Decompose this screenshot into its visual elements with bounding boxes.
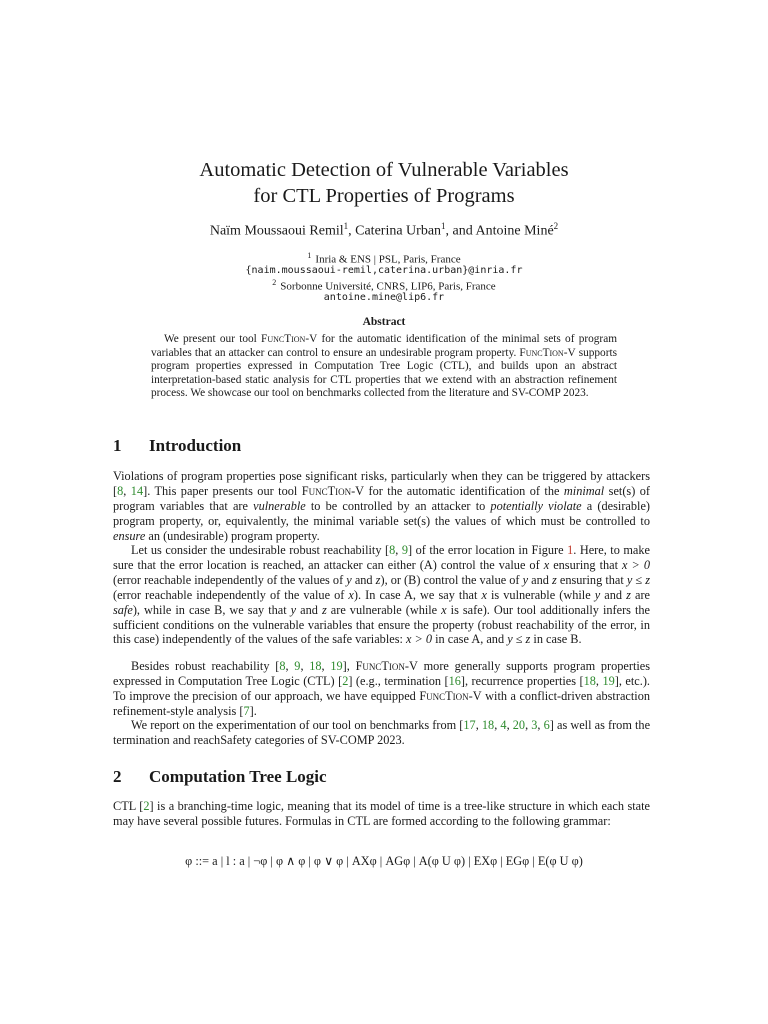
paper-title-line-2: for CTL Properties of Programs [253, 185, 515, 207]
abstract-text: We present our tool [164, 333, 262, 345]
math-var: z [321, 602, 327, 617]
intro-paragraph-3 [113, 659, 650, 719]
tool-name: FuncTion-V [261, 333, 318, 345]
math: x > 0 [405, 632, 433, 647]
abstract-text: for the automatic identification of the minimal sets of program variables that an attacker can control to ensure an undesirable program property. [151, 333, 617, 359]
author-name: Antoine Miné [475, 223, 554, 239]
math-var: x [543, 557, 550, 572]
citation-link[interactable]: 6 [543, 718, 550, 732]
math-var: y [290, 602, 297, 617]
text: set(s) of program variables that are [113, 483, 650, 513]
math: y ≤ z [507, 632, 531, 647]
citation-link[interactable]: 9 [294, 659, 301, 673]
section-heading-ctl [113, 767, 327, 787]
citation-link[interactable]: 19 [602, 673, 615, 688]
citation-link[interactable]: 9 [401, 543, 409, 557]
math-var: z [626, 587, 631, 602]
text: , [595, 673, 603, 688]
text: for the automatic identification of the [364, 483, 564, 498]
text: Besides robust reachability [ [131, 659, 280, 673]
text: ensuring that [549, 557, 623, 572]
text: is vulnerable (while [486, 587, 595, 602]
author-affil-mark: 1 [441, 221, 446, 231]
figure-link[interactable]: 1 [567, 543, 574, 557]
author-affil-mark: 2 [553, 221, 559, 231]
text: Violations of program properties pose significant risks, particularly when they can be triggered by attackers [ [113, 469, 650, 498]
section-number: 2 [113, 767, 122, 786]
citation-link[interactable]: 2 [342, 673, 349, 688]
text: a (desirable) program property, or, equivalently, the minimal variable set(s) the values of which must be controlled to [113, 498, 650, 528]
text: ). In case A, we say that [353, 587, 482, 602]
math-var: z [375, 572, 381, 587]
text: , [395, 543, 402, 557]
text: and [600, 587, 627, 602]
math-var: y [594, 587, 601, 602]
citation-link[interactable]: 16 [448, 673, 461, 688]
tool-name: FuncTion-V [301, 483, 365, 498]
text: and [296, 602, 322, 617]
citation-link[interactable]: 20 [512, 718, 526, 732]
affiliation-text: Inria & ENS | PSL, Paris, France [315, 253, 461, 266]
emphasis: safe [113, 602, 133, 617]
math: x > 0 [622, 557, 650, 572]
tool-name: FuncTion-V [355, 659, 418, 673]
email-2: antoine.mine@lip6.fr [323, 292, 445, 303]
text: more generally supports program properties expressed in Computation Tree Logic (CTL) [ [113, 659, 651, 688]
ctl-paragraph-1 [113, 799, 650, 829]
text: , [285, 659, 295, 673]
text: in case A, and [432, 632, 508, 647]
text: , [123, 483, 131, 498]
citation-link[interactable]: 8 [279, 659, 286, 673]
author-affil-mark: 1 [343, 221, 349, 231]
citation-link[interactable]: 14 [130, 483, 144, 498]
math: y ≤ z [626, 572, 651, 587]
text: ), or (B) control the value of [380, 572, 523, 587]
text: ensuring that [556, 572, 627, 587]
text: , [525, 718, 532, 732]
text: is safe). Our tool additionally infers the sufficient conditions on the vulnerable variables that ensure the property (robust reachability of the error, in this case) independently of the values of the safe variables: [113, 602, 650, 647]
text: ] is a branching-time logic, meaning that its model of time is a tree-like structure in which each state may have several possible futures. Formulas in CTL are formed according to the following grammar: [113, 799, 651, 828]
text: ]. This paper presents our tool [143, 483, 302, 498]
citation-link[interactable]: 8 [389, 543, 396, 557]
text: to be controlled by an attacker to [305, 498, 491, 513]
section-title: Introduction [149, 436, 242, 455]
text: CTL [ [113, 799, 144, 813]
math-var: y [346, 572, 352, 587]
text: ] of the error location in Figure [408, 543, 568, 557]
text: ], recurrence properties [ [460, 673, 584, 688]
citation-link[interactable]: 17 [463, 718, 476, 732]
text: , [321, 659, 331, 673]
emphasis: potentially violate [490, 498, 582, 513]
text: , [506, 718, 513, 732]
text: with a conflict-driven abstraction refinement-style analysis [ [113, 688, 650, 718]
text: and [351, 572, 376, 587]
citation-link[interactable]: 2 [143, 799, 150, 813]
text: are [630, 587, 651, 602]
math-var: x [441, 602, 447, 617]
affiliation-text: Sorbonne Université, CNRS, LIP6, Paris, France [280, 280, 496, 293]
text: ], etc.). To improve the precision of our approach, we have equipped [113, 673, 650, 703]
text: (error reachable independently of the values of [113, 572, 347, 587]
paper-title-line-1: Automatic Detection of Vulnerable Variables [199, 159, 569, 181]
tool-name: FuncTion-V [519, 346, 576, 359]
text: ]. [249, 703, 257, 718]
citation-link[interactable]: 19 [330, 659, 343, 673]
text: an (undesirable) program property. [145, 528, 320, 543]
abstract-body [151, 333, 617, 401]
emphasis: vulnerable [253, 498, 306, 513]
emphasis: minimal [563, 483, 605, 498]
text: (error reachable independently of the value of [113, 587, 349, 602]
text: , [494, 718, 501, 732]
text: ], [342, 659, 356, 673]
text: and [528, 572, 552, 587]
citation-link[interactable]: 8 [117, 483, 124, 498]
text: in case B. [530, 632, 582, 647]
emphasis: ensure [113, 528, 146, 543]
text: , [537, 718, 544, 732]
section-number: 1 [113, 436, 122, 455]
citation-link[interactable]: 18 [481, 718, 495, 732]
abstract-heading: Abstract [362, 316, 406, 328]
text: Let us consider the undesirable robust reachability [ [131, 543, 390, 557]
citation-link[interactable]: 7 [243, 703, 250, 718]
citation-link[interactable]: 18 [309, 659, 322, 673]
citation-link[interactable]: 18 [583, 673, 596, 688]
section-heading-introduction [113, 436, 241, 456]
math-var: y [522, 572, 529, 587]
text: , [475, 718, 482, 732]
citation-link[interactable]: 4 [500, 718, 507, 732]
text: , [300, 659, 310, 673]
email-1: {naim.moussaoui-remil,caterina.urban}@inria.fr [245, 265, 523, 276]
affiliation-number: 1 [307, 251, 312, 260]
author-name: Caterina Urban [355, 223, 442, 239]
math-var: x [481, 587, 487, 602]
citation-link[interactable]: 3 [531, 718, 538, 732]
intro-paragraph-4 [113, 718, 650, 748]
author-separator: , [348, 223, 356, 239]
intro-paragraph-2 [113, 543, 650, 647]
text: are vulnerable (while [326, 602, 442, 617]
math-var: z [552, 572, 557, 587]
intro-paragraph-1 [113, 469, 650, 544]
abstract-text: supports program properties expressed in Computation Tree Logic (CTL), and builds upon an abstract interpretation-based static analysis for CTL properties that we extend with an abstraction refinement process. We showcase our tool on benchmarks collected from the literature and SV-COMP 2023. [151, 346, 617, 399]
author-name: Naïm Moussaoui Remil [209, 223, 344, 239]
text: ] (e.g., termination [ [348, 673, 449, 688]
text: ), while in case B, we say that [132, 602, 291, 617]
affiliation-number: 2 [272, 278, 277, 287]
text: We report on the experimentation of our tool on benchmarks from [ [131, 718, 464, 732]
ctl-grammar-formula: φ ::= a | l : a | ¬φ | φ ∧ φ | φ ∨ φ | AXφ | AGφ | A(φ U φ) | EXφ | EGφ | E(φ U φ) [185, 854, 583, 868]
math-var: x [348, 587, 354, 602]
author-list [0, 221, 768, 240]
author-separator: , and [445, 223, 476, 239]
tool-name: FuncTion-V [419, 688, 482, 703]
text: ] as well as from the termination and reachSafety categories of SV-COMP 2023. [113, 718, 651, 747]
section-title: Computation Tree Logic [149, 767, 327, 786]
text: . Here, to make sure that the error location is reached, an attacker can either (A) control the value of [113, 543, 651, 572]
